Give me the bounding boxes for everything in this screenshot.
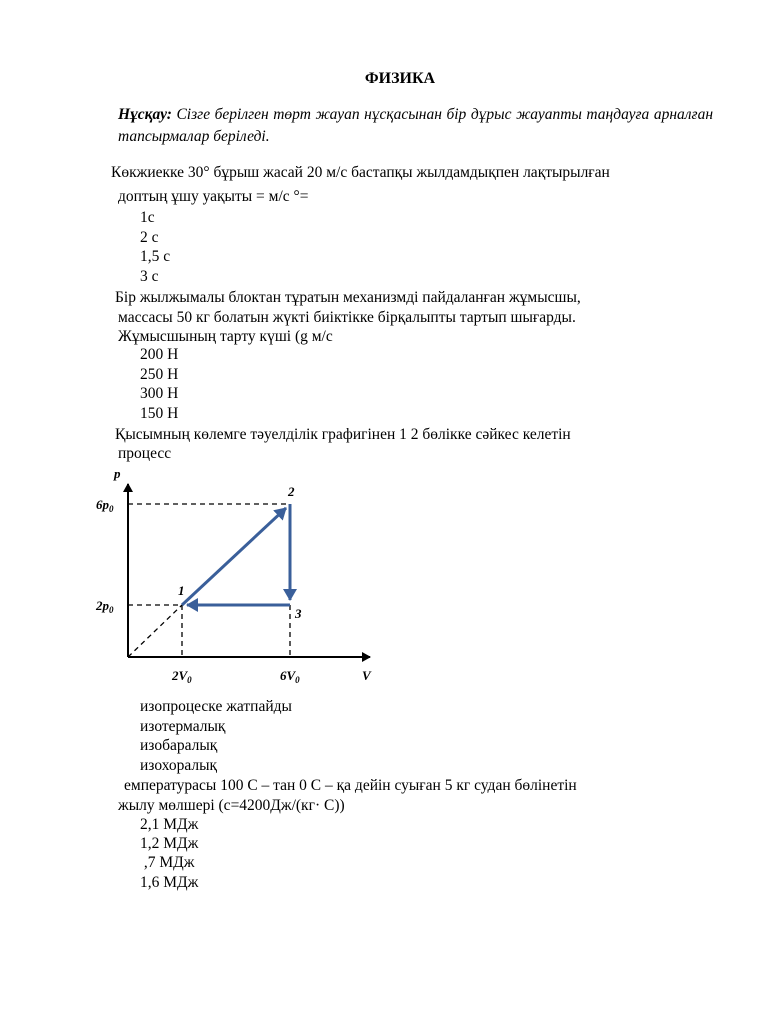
q4-line1: емпературасы 100 С – тан 0 С – қа дейін суыған 5 кг судан бөлінетін: [124, 777, 577, 794]
point-3-label: 3: [295, 606, 302, 621]
tick-6v0: $6V_0$: [280, 668, 300, 685]
tick-6p0: $6p_0$: [96, 497, 114, 514]
q3-line1: Қысымның көлемге тәуелділік графигінен 1 2 бөлікке сәйкес келетін: [115, 426, 571, 443]
tick-2v0: $2V_0$: [172, 668, 192, 685]
q2-answer-b[interactable]: 250 Н: [140, 366, 179, 383]
q4-line2: жылу мөлшері (с=4200Дж/(кг· С)): [118, 797, 345, 814]
q1-line2: доптың ұшу уақыты = м/с °=: [118, 188, 309, 205]
q4-answer-d[interactable]: 1,6 МДж: [140, 874, 199, 891]
q1-answer-c[interactable]: 1,5 с: [140, 248, 171, 265]
q2-line1: Бір жылжымалы блоктан тұратын механизмді пайдаланған жұмысшы,: [115, 289, 581, 306]
instruction-text: Сізге берілген төрт жауап нұсқасынан бір дұрыс жауапты таңдауға арналған тапсырмалар беріледі.: [118, 106, 714, 145]
q1-answer-d[interactable]: 3 с: [140, 268, 159, 285]
q4-answer-c[interactable]: ,7 МДж: [140, 854, 195, 871]
q2-line3: Жұмысшының тарту күші (g м/с: [118, 328, 333, 345]
axis-v-label: V: [362, 668, 371, 683]
instruction: [118, 104, 713, 148]
guide-origin: [128, 605, 182, 657]
q2-line2: массасы 50 кг болатын жүкті биіктікке бірқалыпты тартып шығарды.: [118, 309, 576, 326]
pv-graph: [90, 462, 390, 694]
q2-answer-a[interactable]: 200 Н: [140, 346, 179, 363]
q4-answer-b[interactable]: 1,2 МДж: [140, 835, 199, 852]
q1-line1: Көкжиекке 30° бұрыш жасай 20 м/с бастапқы жылдамдықпен лақтырылған: [111, 164, 610, 181]
instruction-label: Нұсқау:: [118, 106, 172, 123]
q3-answer-a[interactable]: изопроцеске жатпайды: [140, 698, 292, 715]
q2-answer-c[interactable]: 300 Н: [140, 385, 179, 402]
page-title: ФИЗИКА: [364, 70, 436, 87]
axis-p-label: p: [114, 466, 121, 481]
q3-answer-d[interactable]: изохоралық: [140, 757, 218, 774]
q3-answer-b[interactable]: изотермалық: [140, 718, 226, 735]
q1-answer-a[interactable]: 1с: [140, 209, 155, 226]
point-2-label: 2: [288, 484, 295, 499]
q3-answer-c[interactable]: изобаралық: [140, 737, 218, 754]
q3-line2: процесс: [118, 445, 172, 462]
process-1-2: [182, 508, 286, 605]
q4-answer-a[interactable]: 2,1 МДж: [140, 816, 199, 833]
tick-2p0: $2p_0$: [96, 598, 114, 615]
q1-answer-b[interactable]: 2 с: [140, 229, 159, 246]
point-1-label: 1: [178, 583, 185, 598]
q2-answer-d[interactable]: 150 Н: [140, 405, 179, 422]
